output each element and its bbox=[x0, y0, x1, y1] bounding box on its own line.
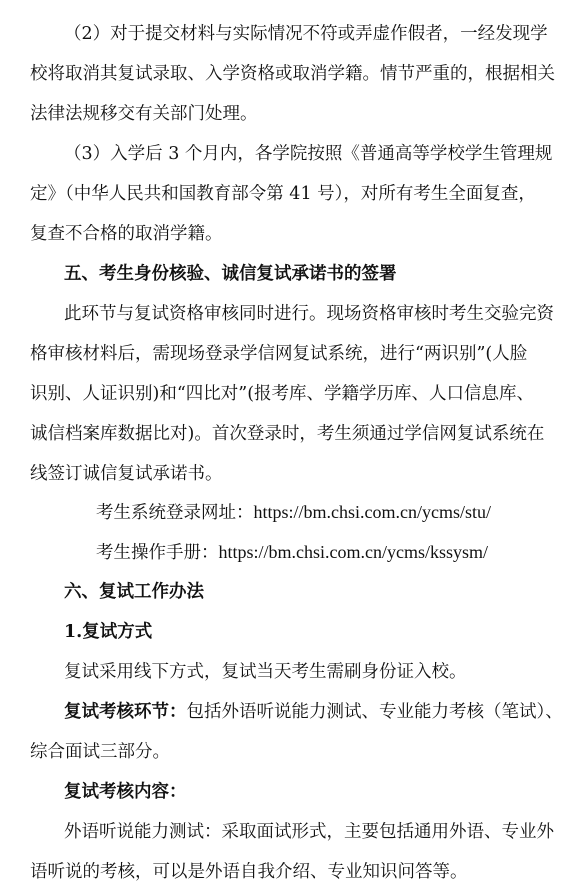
paragraph-line: 法律法规移交有关部门处理。 bbox=[30, 104, 258, 124]
paragraph-line: （3）入学后 3 个月内，各学院按照《普通高等学校学生管理规 bbox=[64, 144, 553, 164]
paragraph-line: 语听说的考核，可以是外语自我介绍、专业知识问答等。 bbox=[30, 862, 468, 882]
subsection-heading: 复试考核内容： bbox=[64, 782, 187, 802]
paragraph-line: 诚信档案库数据比对)。首次登录时，考生须通过学信网复试系统在 bbox=[30, 424, 545, 444]
paragraph-text: 包括外语听说能力测试、专业能力考核（笔试）、 bbox=[186, 702, 563, 722]
paragraph-line: 此环节与复试资格审核同时进行。现场资格审核时考生交验完资 bbox=[64, 304, 554, 324]
paragraph-line: 线签订诚信复试承诺书。 bbox=[30, 464, 223, 484]
paragraph-line: 复查不合格的取消学籍。 bbox=[30, 224, 223, 244]
manual-url-label: 考生操作手册： bbox=[96, 543, 219, 563]
paragraph-line: 校将取消其复试录取、入学资格或取消学籍。情节严重的，根据相关 bbox=[30, 64, 555, 84]
paragraph-line: 识别、人证识别)和“四比对”(报考库、学籍学历库、人口信息库、 bbox=[30, 384, 535, 404]
login-url-line bbox=[96, 492, 576, 532]
paragraph-line: 复试采用线下方式，复试当天考生需刷身份证入校。 bbox=[64, 662, 467, 682]
paragraph-line bbox=[64, 692, 576, 732]
section-heading: 五、考生身份核验、诚信复试承诺书的签署 bbox=[64, 264, 397, 284]
inline-label: 复试考核环节： bbox=[64, 702, 187, 722]
manual-url-line bbox=[96, 532, 576, 572]
paragraph-line: 综合面试三部分。 bbox=[30, 742, 170, 762]
paragraph-line: 外语听说能力测试：采取面试形式，主要包括通用外语、专业外 bbox=[64, 822, 554, 842]
manual-url-link[interactable]: https://bm.chsi.com.cn/ycms/kssysm/ bbox=[218, 542, 488, 562]
section-heading: 六、复试工作办法 bbox=[64, 582, 204, 602]
login-url-label: 考生系统登录网址： bbox=[96, 503, 254, 523]
login-url-link[interactable]: https://bm.chsi.com.cn/ycms/stu/ bbox=[253, 502, 491, 522]
paragraph-line: （2）对于提交材料与实际情况不符或弄虚作假者，一经发现学 bbox=[64, 24, 548, 44]
paragraph-line: 定》（中华人民共和国教育部令第 41 号），对所有考生全面复查， bbox=[30, 184, 536, 204]
subsection-heading: 1.复试方式 bbox=[64, 622, 153, 642]
paragraph-line: 格审核材料后，需现场登录学信网复试系统，进行“两识别”(人脸 bbox=[30, 344, 528, 364]
